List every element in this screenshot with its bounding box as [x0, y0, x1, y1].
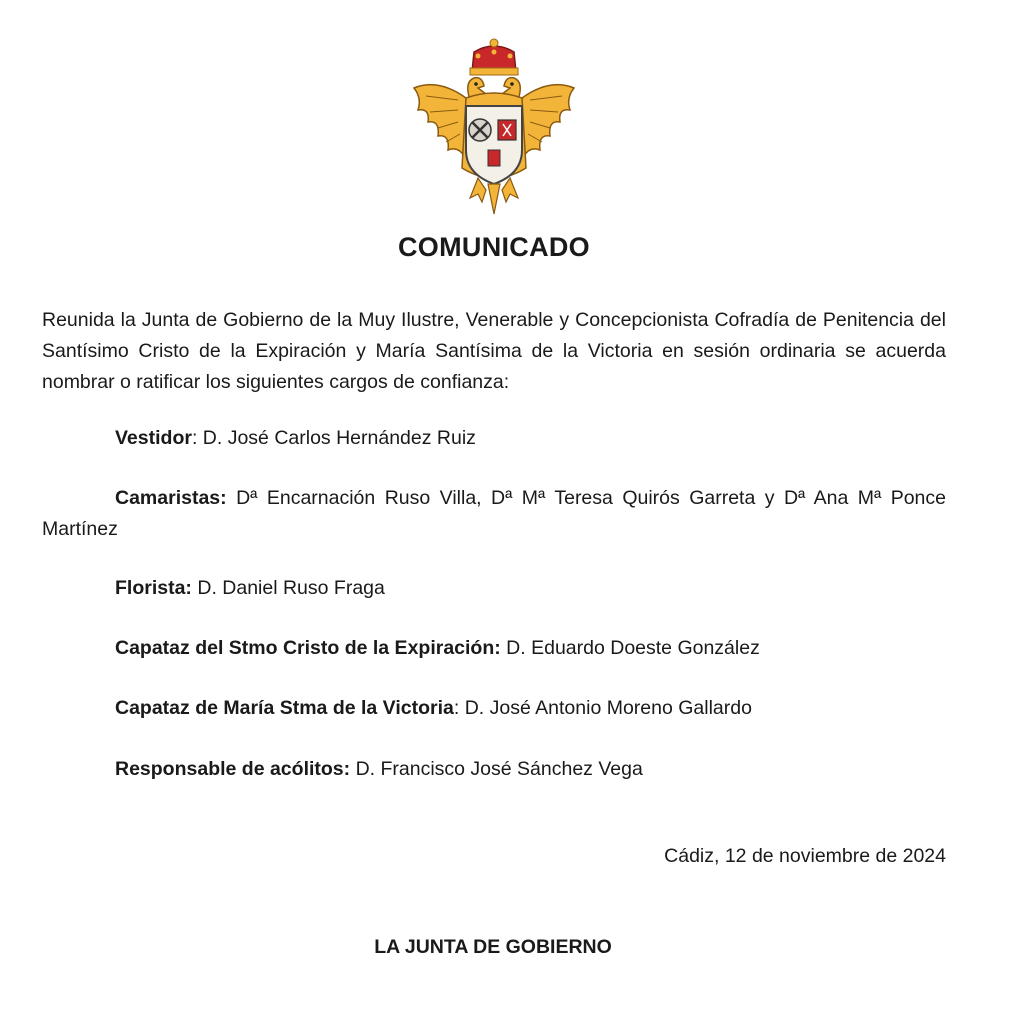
appointment-acolitos: [42, 754, 946, 785]
appointment-role: Camaristas:: [115, 487, 227, 509]
appointment-name: D. Daniel Ruso Fraga: [191, 577, 385, 599]
double-headed-eagle-crest-icon: [408, 38, 580, 218]
crown-icon: [470, 39, 518, 75]
appointment-sep: :: [453, 697, 460, 719]
signature: LA JUNTA DE GOBIERNO: [374, 936, 612, 958]
appointment-name: D. José Carlos Hernández Ruiz: [197, 427, 476, 449]
appointment-capataz-cristo: [42, 633, 946, 664]
appointment-camaristas: [42, 483, 946, 545]
page-title: COMUNICADO: [398, 232, 590, 262]
intro-paragraph: Reunida la Junta de Gobierno de la Muy Ilustre, Venerable y Concepcionista Cofradía de Penitencia del Santísimo Cristo de la Expiración y María Santísima de la Victoria en sesión ordinaria se acuerda nombrar o ratificar los siguientes cargos de confianza:: [42, 309, 946, 393]
document-date: Cádiz, 12 de noviembre de 2024: [664, 845, 946, 867]
appointment-role: Vestidor: [115, 427, 192, 449]
appointment-vestidor: [42, 423, 946, 454]
appointment-role: Capataz de María Stma de la Victoria: [115, 697, 454, 719]
appointment-name: D. José Antonio Moreno Gallardo: [459, 697, 752, 719]
appointment-role: Responsable de acólitos:: [115, 758, 351, 780]
appointment-role: Capataz del Stmo Cristo de la Expiración:: [115, 637, 501, 659]
appointment-name: D. Francisco José Sánchez Vega: [350, 758, 643, 780]
appointment-name: D. Eduardo Doeste González: [500, 637, 760, 659]
appointment-capataz-victoria: [42, 693, 946, 724]
appointment-name: Dª Encarnación Ruso Villa, Dª Mª Teresa Quirós Garreta y Dª Ana Mª Ponce Martínez: [42, 487, 946, 540]
appointment-florista: [42, 573, 946, 604]
appointment-sep: :: [191, 427, 198, 449]
appointment-role: Florista:: [115, 577, 192, 599]
